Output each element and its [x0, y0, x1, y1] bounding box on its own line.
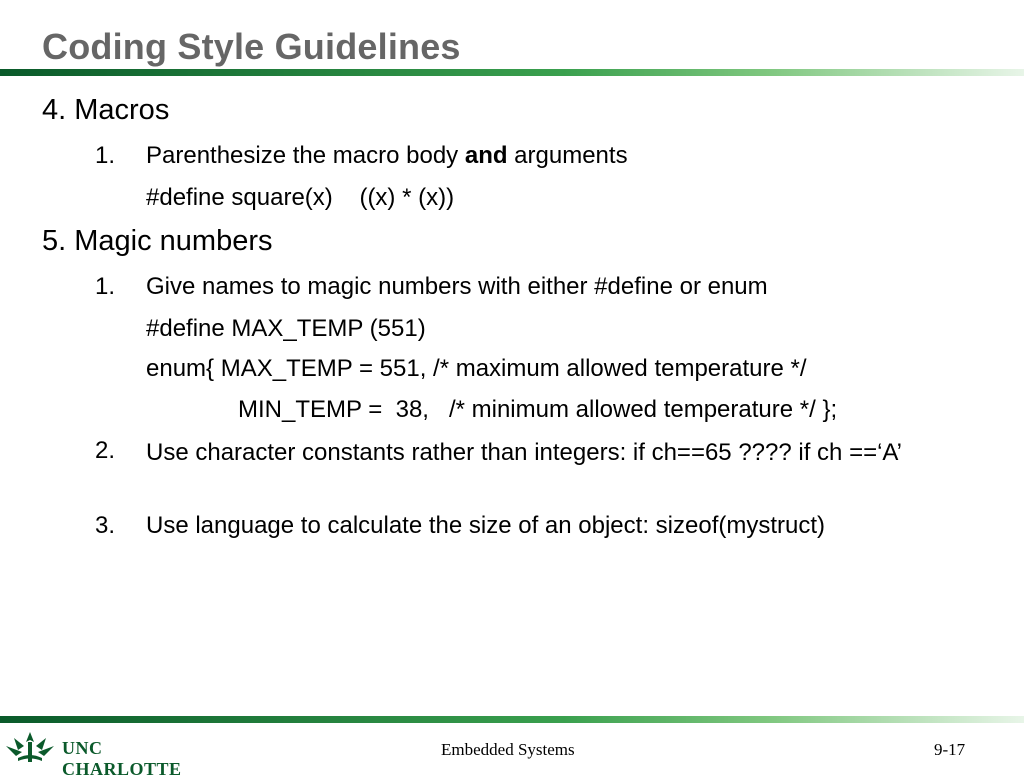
section-heading-macros: 4. Macros	[42, 94, 170, 126]
title-divider-bar	[0, 69, 1024, 76]
code-line: MIN_TEMP = 38, /* minimum allowed temperature */ };	[238, 396, 838, 423]
university-logo	[4, 728, 204, 779]
list-number: 1.	[95, 273, 116, 300]
section-heading-magic-numbers: 5. Magic numbers	[42, 225, 273, 257]
list-item-text	[146, 142, 628, 170]
logo-wordmark: UNC CHARLOTTE	[62, 738, 182, 779]
footer-divider-bar	[0, 716, 1024, 723]
list-item-text-part: Parenthesize the macro body	[146, 142, 465, 169]
code-line: enum{ MAX_TEMP = 551, /* maximum allowed temperature */	[146, 355, 807, 382]
list-item-text: Use language to calculate the size of an object: sizeof(mystruct)	[146, 512, 826, 539]
footer-page-number: 9-17	[934, 740, 966, 759]
code-line: #define MAX_TEMP (551)	[146, 315, 426, 342]
slide-title: Coding Style Guidelines	[42, 26, 461, 67]
list-item-bold-text: and	[464, 142, 508, 169]
list-item-text: Give names to magic numbers with either #define or enum	[146, 273, 768, 300]
footer-course-title: Embedded Systems	[441, 740, 575, 759]
list-number: 2.	[95, 437, 116, 464]
code-line: #define square(x) ((x) * (x))	[146, 184, 455, 211]
crown-leaf-icon	[4, 728, 56, 768]
list-item-text: Use character constants rather than integers: if ch==65 ???? if ch ==‘A’	[146, 439, 902, 466]
list-number: 1.	[95, 142, 116, 169]
list-number: 3.	[95, 512, 116, 539]
list-item-text-part: arguments	[507, 142, 628, 169]
